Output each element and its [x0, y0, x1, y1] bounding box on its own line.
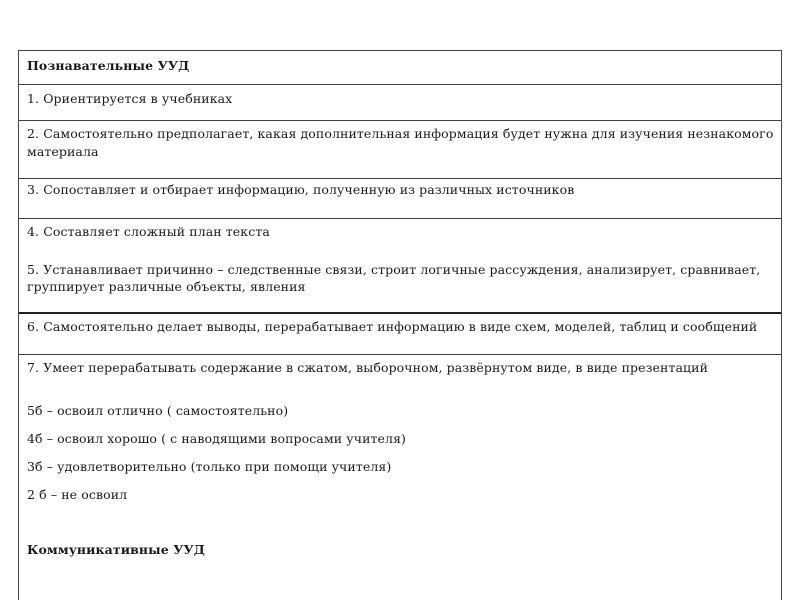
cognitive-uud-heading: Познавательные УУД [27, 58, 190, 73]
grade-4: 4б – освоил хорошо ( с наводящими вопросами учителя) [27, 431, 407, 446]
table-row [19, 50, 781, 84]
grade-2: 2 б – не освоил [27, 487, 128, 502]
grade-3: 3б – удовлетворительно (только при помощи учителя) [27, 459, 392, 474]
item-7: 7. Умеет перерабатывать содержание в сжатом, выборочном, развёрнутом виде, в виде презентаций [27, 360, 709, 375]
item-2-line-1: 2. Самостоятельно предполагает, какая дополнительная информация будет нужна для изучения незнакомого [27, 126, 774, 141]
communicative-uud-heading: Коммуникативные УУД [27, 542, 205, 557]
table-row [19, 218, 781, 312]
table-row [19, 120, 781, 178]
item-6: 6. Самостоятельно делает выводы, перерабатывает информацию в виде схем, моделей, таблиц и сообщений [27, 319, 758, 334]
table-row [19, 354, 781, 600]
uud-table [18, 50, 782, 600]
item-5-line-2: группирует различные объекты, явления [27, 279, 306, 294]
table-row [19, 178, 781, 218]
grade-5: 5б – освоил отлично ( самостоятельно) [27, 403, 289, 418]
item-3: 3. Сопоставляет и отбирает информацию, полученную из различных источников [27, 182, 575, 197]
item-4: 4. Составляет сложный план текста [27, 224, 270, 239]
table-row [19, 312, 781, 354]
item-1: 1. Ориентируется в учебниках [27, 91, 233, 106]
item-5-line-1: 5. Устанавливает причинно – следственные связи, строит логичные рассуждения, анализирует, сравнивает, [27, 262, 761, 277]
item-2-line-2: материала [27, 144, 99, 159]
table-row [19, 84, 781, 120]
